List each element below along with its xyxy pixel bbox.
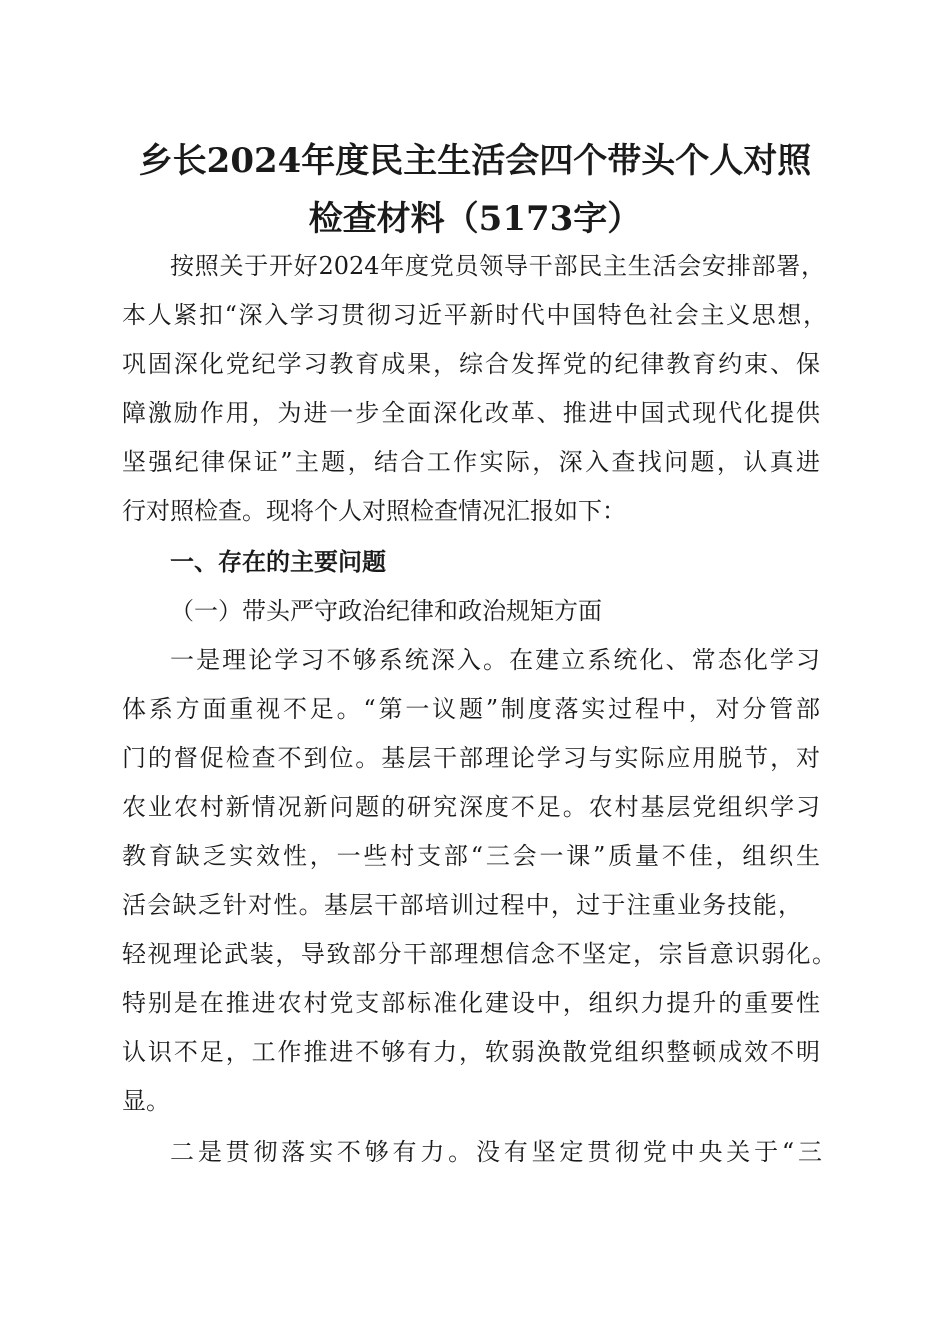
intro-line-5: 坚强纪律保证”主题，结合工作实际，深入查找问题，认真进 [122, 448, 820, 476]
title-line-1: 乡长2024年度民主生活会四个带头个人对照 [138, 141, 812, 181]
para2-line-1: 二是贯彻落实不够有力。没有坚定贯彻党中央关于“三 [170, 1138, 822, 1166]
para1-line-3: 门的督促检查不到位。基层干部理论学习与实际应用脱节，对 [122, 744, 820, 772]
intro-line-4: 障激励作用，为进一步全面深化改革、推进中国式现代化提供 [122, 399, 820, 427]
para1-line-9: 认识不足，工作推进不够有力，软弱涣散党组织整顿成效不明 [122, 1038, 820, 1066]
document-title [100, 132, 850, 248]
subsection-heading: （一）带头严守政治纪律和政治规矩方面 [170, 597, 602, 625]
para1-line-1: 一是理论学习不够系统深入。在建立系统化、常态化学习 [170, 646, 820, 674]
intro-line-6: 行对照检查。现将个人对照检查情况汇报如下： [122, 497, 626, 525]
para1-line-2: 体系方面重视不足。“第一议题”制度落实过程中，对分管部 [122, 695, 820, 723]
para1-line-7: 轻视理论武装，导致部分干部理想信念不坚定，宗旨意识弱化。 [122, 940, 836, 968]
para1-line-8: 特别是在推进农村党支部标准化建设中，组织力提升的重要性 [122, 989, 820, 1017]
section-heading: 一、存在的主要问题 [170, 548, 386, 576]
intro-line-2: 本人紧扣“深入学习贯彻习近平新时代中国特色社会主义思想， [122, 301, 827, 329]
title-line-2: 检查材料（5173字） [308, 199, 642, 239]
para1-line-10: 显。 [122, 1087, 170, 1115]
para1-line-4: 农业农村新情况新问题的研究深度不足。农村基层党组织学习 [122, 793, 820, 821]
para1-line-5: 教育缺乏实效性，一些村支部“三会一课”质量不佳，组织生 [122, 842, 820, 870]
intro-line-3: 巩固深化党纪学习教育成果，综合发挥党的纪律教育约束、保 [122, 350, 820, 378]
intro-line-1: 按照关于开好2024年度党员领导干部民主生活会安排部署， [170, 252, 825, 280]
para1-line-6: 活会缺乏针对性。基层干部培训过程中，过于注重业务技能， [122, 891, 802, 919]
